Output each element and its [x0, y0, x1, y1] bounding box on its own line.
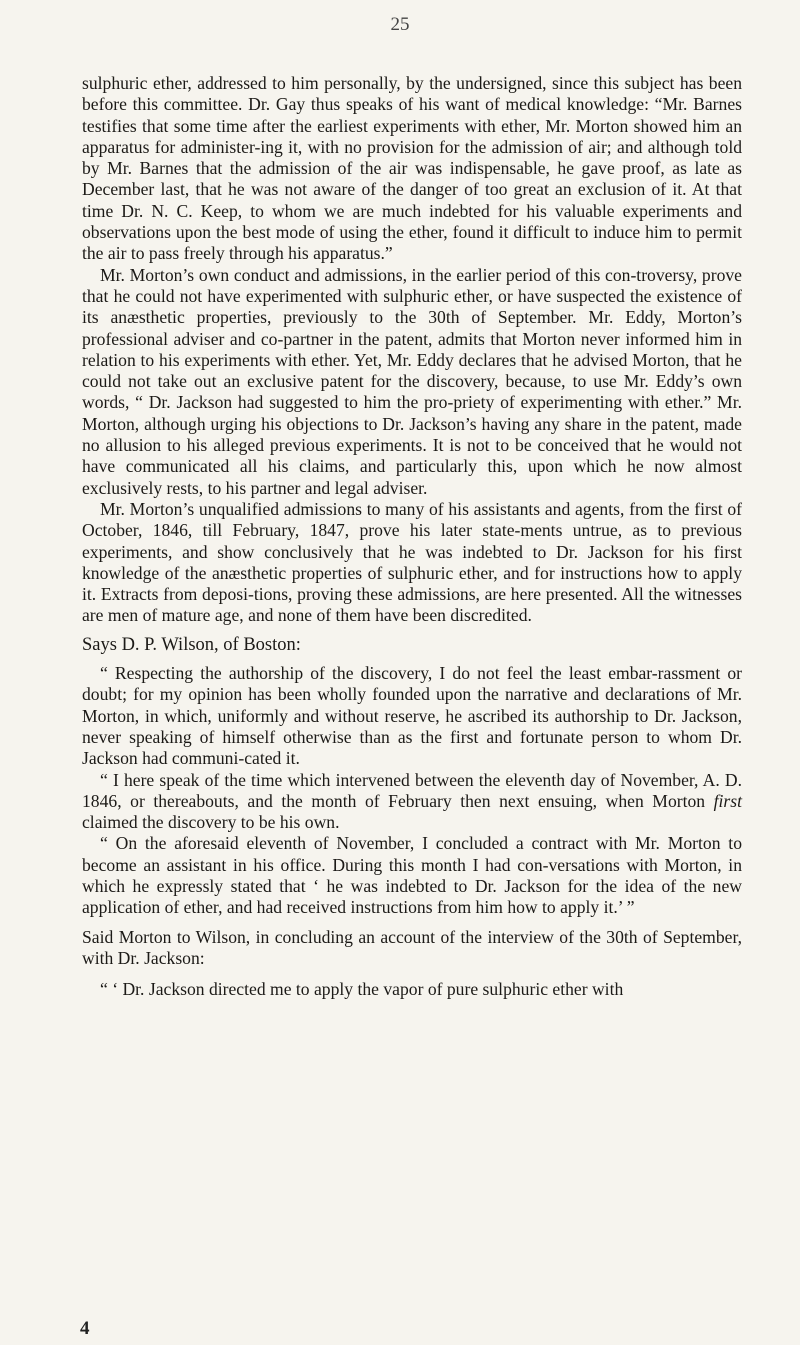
- signature-mark: 4: [80, 1318, 90, 1339]
- paragraph-morton-conduct: Mr. Morton’s own conduct and admissions, in the earlier period of this con-troversy, prove that he could not have experimented with sulphuric ether, or have suspected the existence of its anæsthetic properties, previously to the 30th of September. Mr. Eddy, Morton’s professional adviser and co-partner in the patent, admits that Morton never informed him in relation to his experiments with ether. Yet, Mr. Eddy declares that he advised Morton, that he could not take out an exclusive patent for the discovery, because, to use Mr. Eddy’s own words, “ Dr. Jackson had suggested to him the pro-priety of experimenting with ether.” Mr. Morton, although urging his objections to Dr. Jackson’s having any share in the patent, made no allusion to his alleged previous experiments. It is not to be conceived that he would not have communicated all his claims, and particularly this, upon which he now almost exclusively rests, to his partner and legal adviser.: [82, 264, 742, 498]
- paragraph-morton-admissions: Mr. Morton’s unqualified admissions to many of his assistants and agents, from the first of October, 1846, till February, 1847, prove his later state-ments untrue, as to previous experiments, and show conclusively that he was indebted to Dr. Jackson for his first knowledge of the anæsthetic properties of sulphuric ether, and for instructions how to apply it. Extracts from deposi-tions, proving these admissions, are here presented. All the witnesses are men of mature age, and none of them have been discredited.: [82, 498, 742, 626]
- page-number: 25: [390, 14, 410, 35]
- wilson-quote-time: [82, 770, 742, 834]
- final-quote-line: “ ‘ Dr. Jackson directed me to apply the vapor of pure sulphuric ether with: [100, 979, 624, 1000]
- paragraph-morton-to-wilson: Said Morton to Wilson, in concluding an account of the interview of the 30th of September, with Dr. Jackson:: [82, 926, 742, 968]
- wilson-heading: Says D. P. Wilson, of Boston:: [82, 634, 301, 655]
- page-body: [82, 73, 742, 1000]
- quote-two-after: claimed the discovery to be his own.: [82, 812, 340, 833]
- wilson-quote-contract: “ On the aforesaid eleventh of November, I concluded a contract with Mr. Morton to become an assistant in his office. During this month I had con-versations with Morton, in which he expressly stated that ‘ he was indebted to Dr. Jackson for the idea of the new application of ether, and had received instructions from him how to apply it.’ ”: [82, 833, 742, 918]
- wilson-quote-authorship: “ Respecting the authorship of the discovery, I do not feel the least embar-rassment or doubt; for my opinion has been wholly founded upon the narrative and declarations of Mr. Morton, in which, uniformly and without reserve, he ascribed its authorship to Dr. Jackson, never speaking of himself otherwise than as the first and fortunate person to whom Dr. Jackson had communi-cated it.: [82, 663, 742, 769]
- paragraph-gay-testimony: sulphuric ether, addressed to him personally, by the undersigned, since this subject has been before this committee. Dr. Gay thus speaks of his want of medical knowledge: “Mr. Barnes testifies that some time after the earliest experiments with ether, Mr. Morton showed him an apparatus for administer-ing it, with no provision for the admission of air; and although told by Mr. Barnes that the admission of the air was indispensable, he gave proof, as late as December last, that he was not aware of the danger of too great an exclusion of it. At that time Dr. N. C. Keep, to whom we are much indebted for his valuable experiments and observations upon the best mode of using the ether, found it difficult to induce him to permit the air to pass freely through his apparatus.”: [82, 73, 742, 264]
- quote-two-before: “ I here speak of the time which intervened between the eleventh day of November, A. D. 1846, or thereabouts, and the month of February then next ensuing, when Morton: [82, 769, 742, 811]
- quote-two-emphasis: first: [713, 790, 742, 811]
